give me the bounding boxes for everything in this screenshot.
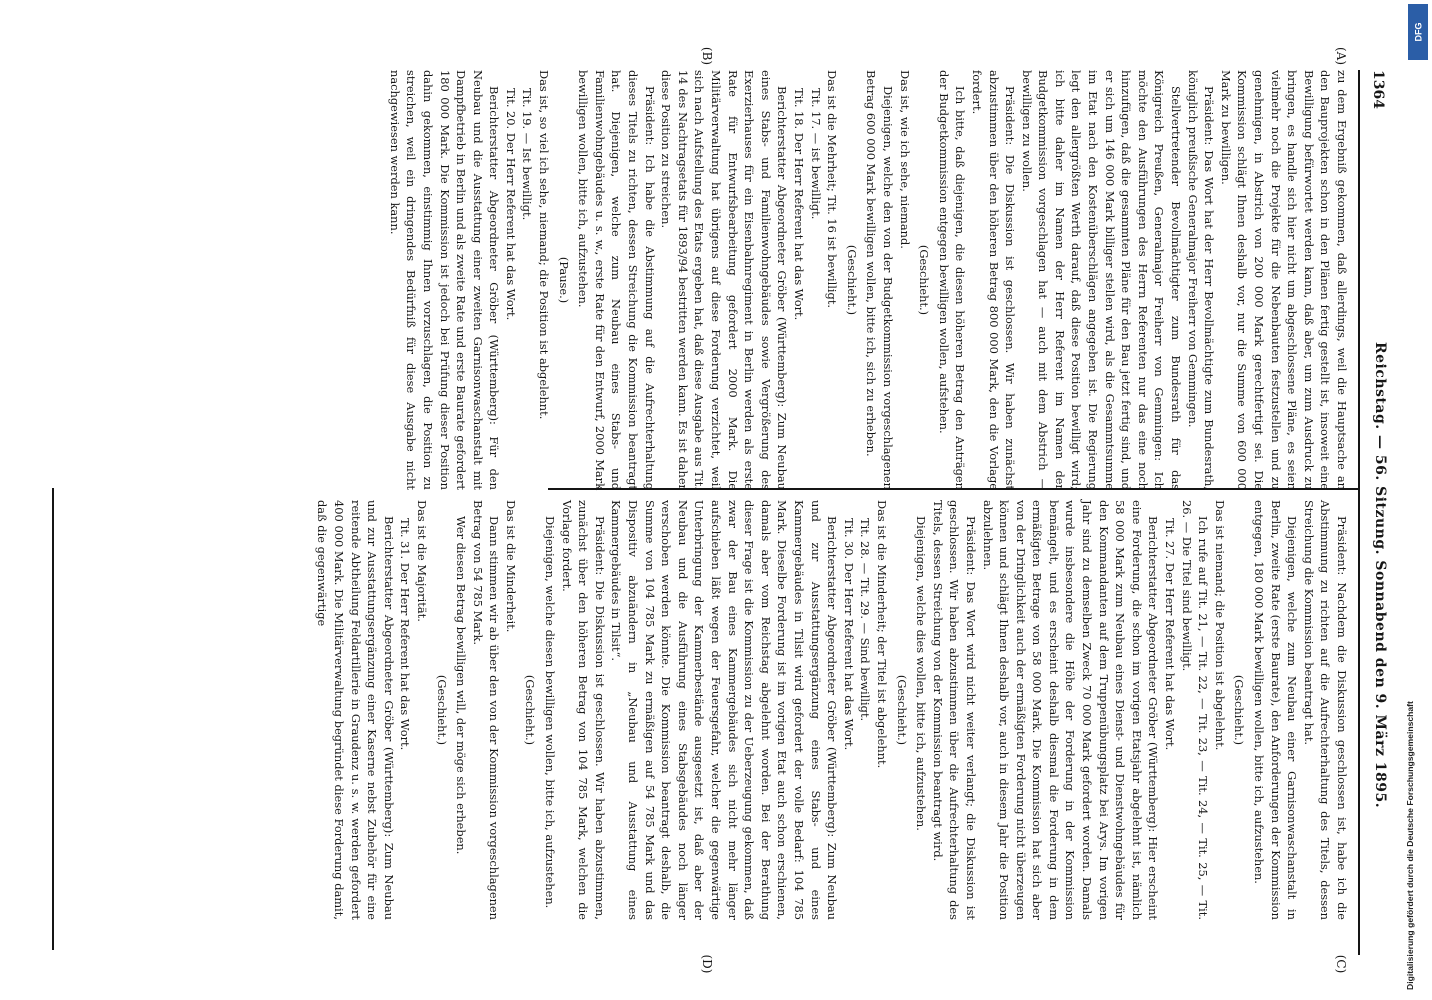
title-line: Tit. 19. — Ist bewilligt. xyxy=(520,88,535,221)
paragraph: Präsident: Die Diskussion ist geschlossen. Wir haben zunächst abzustimmen über den höheren Betrag 800 000 Mark, den die Vorlage fordert. xyxy=(969,70,1018,490)
paragraph: Präsident: Nachdem die Diskussion geschlossen ist, habe ich die Abstimmung zu richten auf die Aufrechterhaltung des Titels, dessen Streichung die Kommission beantragt hat. xyxy=(1301,500,1349,920)
margin-marker-c: (C) xyxy=(1334,954,1348,974)
paragraph: Das ist, so viel ich sehe, niemand; die Position ist abgelehnt. xyxy=(537,70,552,420)
paragraph: Diejenigen, welche den von der Budgetkommission vorgeschlagenen Betrag 600 000 Mark bewilligen wollen, bitte ich, sich zu erheben. xyxy=(864,70,895,490)
page-header xyxy=(1358,70,1412,955)
stage-direction: (Geschieht.) xyxy=(434,674,449,746)
paragraph: Das ist niemand; die Position ist abgelehnt. xyxy=(1212,500,1227,751)
paragraph: Präsident: Das Wort wird nicht weiter verlangt; die Diskussion ist geschlossen. Wir haben abzustimmen über die Aufrechterhaltung des Titels, dessen Streichung von der Kommission beantragt wird. xyxy=(930,500,978,920)
title-line: Tit. 18. Der Herr Referent hat das Wort. xyxy=(792,88,806,321)
stage-direction: (Geschieht.) xyxy=(523,674,538,746)
dfg-logo xyxy=(1408,4,1428,60)
paragraph: Das ist, wie ich sehe, niemand. xyxy=(897,70,912,249)
paragraph: Ich rufe auf Tit. 21, — Tit. 22, — Tit. 23, — Tit. 24, — Tit. 25, — Tit. 26. — Die Titel sind bewilligt. xyxy=(1179,500,1211,920)
bottom-rule xyxy=(52,488,54,950)
paragraph: Präsident: Das Wort hat der Herr Bevollmächtigte zum Bundesrath, königlich preußische Generalmajor Freiherr von Gemmingen. xyxy=(1185,70,1217,490)
paragraph: Das ist die Minderheit. xyxy=(503,500,518,633)
stage-direction: (Geschieht.) xyxy=(917,244,932,316)
paragraph: Präsident: Die Diskussion ist geschlossen. Wir haben abzustimmen, zunächst über den höheren Betrag von 104 785 Mark, welchen die Vorlage fordert. xyxy=(559,500,607,920)
paragraph: Das ist die Minderheit; der Titel ist abgelehnt. xyxy=(874,500,889,769)
paragraph: Berichterstatter Abgeordneter Gröber (Württemberg): Hier erscheint eine Forderung, die schon im vorigen Etatsjahr abgelehnt ist, nämlich 58 000 Mark zum Neubau eines Dienst- und Dienstwohngebäudes für den Kommandanten auf dem Truppenübungsplatz bei Arys. Im vorigen Jahr sind zu demselben Zweck 70 000 Mark gefordert worden. Damals wurde insbesondere die Höhe der Forderung in der Kommission bemängelt, und es erscheint deshalb diesmal die Forderung in dem ermäßigten Betrage von 58 000 Mark. Die Kommission hat sich aber von der Dringlichkeit auch der ermäßigten Forderung nicht überzeugen können und schlägt Ihnen deshalb vor, auch in diesem Jahr die Position abzulehnen. xyxy=(980,500,1161,920)
title-line: Tit. 20. Der Herr Referent hat das Wort. xyxy=(503,88,518,321)
paragraph: Diejenigen, welche diesen bewilligen wollen, bitte ich, aufzustehen. xyxy=(543,516,558,909)
title-line: Tit. 30. Der Herr Referent hat das Wort. xyxy=(841,518,856,751)
credit-text: Digitalisierung gefördert durch die Deutsche Forschungsgemeinschaft xyxy=(1405,701,1415,990)
title-line: Tit. 17. — ist bewilligt. xyxy=(808,88,823,220)
page-title: Reichstag. — 56. Sitzung. Sonnabend den 9. März 1895. xyxy=(1372,342,1388,809)
stage-direction: (Pause.) xyxy=(556,256,571,304)
right-column xyxy=(314,500,1350,920)
dfg-logo-text: DFG xyxy=(1413,22,1423,42)
title-line: Tit. 28. — Tit. 29. — Sind bewilligt. xyxy=(858,518,873,722)
left-column xyxy=(386,70,1350,490)
stage-direction: (Geschieht.) xyxy=(844,244,859,316)
paragraph: Berichterstatter Abgeordneter Gröber (Württemberg): Zum Neubau und zur Ausstattungsergänzung einer Kaserne nebst Zubehör für eine reitende Abtheilung Feldartillerie in Graudenz u. s. w. werden gefordert 400 000 Mark. Die Militärverwaltung begründet diese Forderung damit, daß die gegenwärtige xyxy=(315,500,396,920)
paragraph: Wer diesen Betrag bewilligen will, der möge sich erheben. xyxy=(454,516,469,855)
margin-marker-b: (B) xyxy=(700,46,714,66)
digitization-credit xyxy=(1405,470,1429,990)
stage-direction: (Geschieht.) xyxy=(894,674,909,746)
margin-marker-a: (A) xyxy=(1334,46,1348,66)
paragraph: zu dem Ergebniß gekommen, daß allerdings, weil die Hauptsache an den Bauprojekten schon in den Plänen fertig gestellt ist, insoweit eine Bewilligung befürwortet werden kann, daß aber, um zum Ausdruck zu bringen, es handle sich hier nicht um abgeschlossene Pläne, es seien vielmehr noch die Projekte für die Nebenbauten festzustellen und zu genehmigen, in Abstrich von 200 000 Mark gerechtfertigt sei. Die Kommission schlägt Ihnen deshalb vor, nur die Summe von 600 000 Mark zu bewilligen. xyxy=(1218,70,1349,490)
stage-direction: (Geschieht.) xyxy=(1232,674,1247,746)
paragraph: Ich bitte, daß diejenigen, die diesen höheren Betrag den Anträgen der Budgetkommission entgegen bewilligen wollen, aufstehen. xyxy=(936,70,968,490)
title-line: Tit. 31. Der Herr Referent hat das Wort. xyxy=(398,518,413,751)
paragraph: Diejenigen, welche zum Neubau einer Garnisonwaschanstalt in Berlin, zweite Rate (erste Baurate), den Anforderungen der Kommission entgegen, 180 000 Mark bewilligen wollen, bitte ich, aufzustehen. xyxy=(1252,500,1300,920)
margin-marker-d: (D) xyxy=(700,954,714,974)
paragraph: Diejenigen, welche dies wollen, bitte ich, aufzustehen. xyxy=(914,516,929,831)
paragraph: Stellvertretender Bevollmächtigter zum Bundesrath für das Königreich Preußen, Generalmajor Freiherr von Gemmingen: Ich möchte den Ausführungen des Herrn Referenten nur das eine noch hinzufügen, daß die gesammten Pläne für den Bau jetzt fertig sind, und er sich um 146 000 Mark billiger stellen wird, als die Gesammtsumme im Etat nach den Kostenüberschlägen angegeben ist. Die Regierung legt den allergrößten Werth darauf, daß diese Position bewilligt wird; ich bitte daher im Namen der Herr Referent im Namen der Budgetkommission vorgeschlagen hat — auch mit dem Abstrich — bewilligen zu wollen. xyxy=(1019,70,1184,490)
paragraph: Berichterstatter Abgeordneter Gröber (Württemberg): Für den Neubau und die Ausstattung einer zweiten Garnisonwaschanstalt mit Dampfbetrieb in Berlin und als zweite Rate und erste Baurate gefordert 180 000 Mark. Die Kommission ist jedoch bei Prüfung dieser Position dahin gekommen, einstimmig Ihnen vorzuschlagen, die Position zu streichen, weil ein dringendes Bedürfniß für diese Ausgabe nicht nachgewiesen werden kann. xyxy=(387,70,502,490)
paragraph: Präsident: Ich habe die Abstimmung auf die Aufrechterhaltung dieses Titels zu richten, dessen Streichung die Kommission beantragt hat. Diejenigen, welche zum Neubau eines Stabs- und Familienwohngebäudes u. s. w., erste Rate für den Entwurf, 2000 Mark bewilligen wollen, bitte ich, aufzustehen. xyxy=(576,70,657,490)
paragraph: Das ist die Majorität. xyxy=(414,500,429,622)
paragraph: Berichterstatter Abgeordneter Gröber (Württemberg): Zum Neubau eines Stabs- und Familienwohngebäudes sowie Vergrößerung des Exerzierhauses für ein Eisenbahnregiment in Berlin werden als erste Rate für Entwurfsbearbeitung gefordert 2000 Mark. Die Militärverwaltung hat übrigens auf diese Forderung verzichtet, weil sich nach Aufstellung des Etats ergeben hat, daß diese Ausgabe aus Tit. 14 des Nachtragsetats für 1893/94 bestritten werden kann. Es ist daher diese Position zu streichen. xyxy=(659,70,790,490)
page-number: 1364 xyxy=(1370,70,1386,109)
paragraph: Das ist die Mehrheit; Tit. 16 ist bewilligt. xyxy=(825,70,840,309)
paragraph: Berichterstatter Abgeordneter Gröber (Württemberg): Zum Neubau und zur Ausstattungsergänzung eines Stabs- und eines Kammergebäudes in Tilsit wird gefordert der volle Bedarf: 104 785 Mark. Dieselbe Forderung ist im vorigen Etat auch schon erschienen, damals aber vom Reichstag abgelehnt worden. Bei der Berathung dieser Frage ist die Kommission zu der Ueberzeugung gekommen, daß zwar der Bau eines Kammergebäudes sich nicht mehr länger aufschieben läßt wegen der Feuersgefahr, welcher die gegenwärtige Unterbringung der Kammerbestände ausgesetzt ist, daß aber der Neubau und die Ausführung eines Stabsgebäudes noch länger verschoben werden könnte. Die Kommission beantragt deshalb, die Summe von 104 785 Mark zu ermäßigen auf 54 785 Mark und das Dispositiv abzuändern in „Neubau und Ausstattung eines Kammergebäudes in Tilsit“. xyxy=(609,500,840,920)
paragraph: Dann stimmen wir ab über den von der Kommission vorgeschlagenen Betrag von 54 785 Mark. xyxy=(470,500,502,920)
title-line: Tit. 27. Der Herr Referent hat das Wort. xyxy=(1163,518,1178,751)
